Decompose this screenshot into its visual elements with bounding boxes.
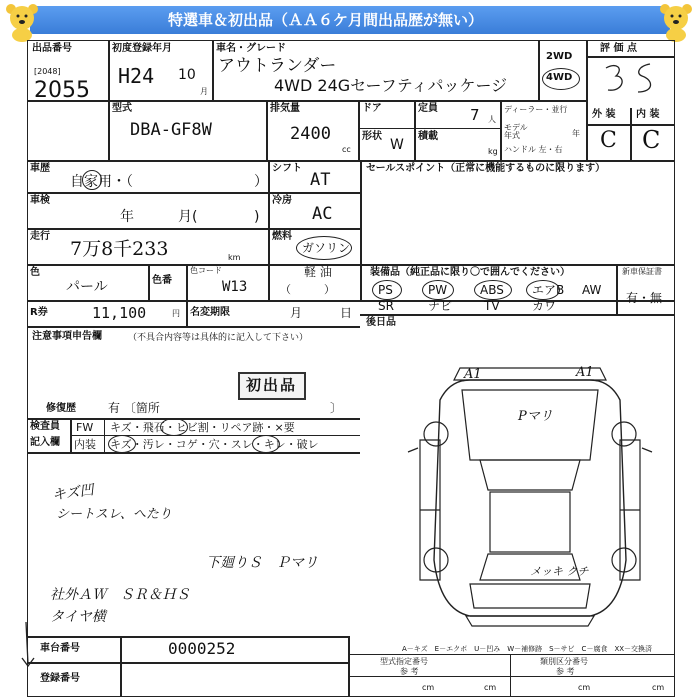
mileage-unit: km	[228, 253, 241, 262]
mileage-value: 7万8千233	[70, 238, 169, 260]
equip-pw-circle	[422, 280, 454, 300]
notes-sub: （不具合内容等は具体的に記入して下さい）	[128, 333, 309, 343]
hand-note-1: キズ凹	[51, 482, 95, 504]
year-unit: 年	[572, 129, 580, 138]
handle-label: ハンドル 左・右	[504, 145, 563, 154]
equip-navi: ナビ	[428, 299, 453, 313]
fuel-paren: （ ）	[280, 283, 335, 296]
header-title: 特選車＆初出品（ＡＡ６ケ月間出品歴が無い）	[168, 11, 484, 29]
history-value: 自家用・（	[70, 174, 133, 190]
score-label: 評 価 点	[600, 43, 637, 54]
name-change-label: 名変期限	[190, 307, 230, 318]
first-reg-label: 初度登録年月	[112, 43, 172, 54]
inspector-label-1: 検査員	[30, 421, 60, 432]
car-right-doors	[620, 440, 640, 580]
car-trunk	[470, 584, 590, 608]
shift-label: シフト	[272, 163, 302, 174]
repair-close: 〕	[330, 401, 343, 415]
cert-cm-2: cm	[484, 683, 497, 692]
int-label: 内 装	[636, 109, 660, 120]
cert-class-ref: 参 考	[556, 667, 575, 676]
equip-leather: カワ	[532, 299, 557, 313]
car-grade: 4WD 24Gセーフティパッケージ	[274, 76, 508, 95]
colorcode-label: 色コード	[190, 266, 222, 275]
repair-label: 修復歴	[46, 403, 76, 414]
equipment-label: 装備品（純正品に限り〇で囲んでください）	[370, 267, 570, 278]
car-left-doors	[420, 440, 440, 580]
fuel-circle	[296, 236, 352, 260]
car-hood	[462, 390, 598, 460]
equip-abs-circle	[474, 280, 512, 300]
r-ticket-label: R券	[30, 307, 48, 318]
header-band	[30, 6, 670, 34]
fuel-label: 燃料	[272, 231, 292, 242]
cert-cm-1: cm	[422, 683, 435, 692]
r-ticket-unit: 円	[172, 309, 180, 318]
equip-aw: AW	[582, 283, 602, 297]
shape-value: W	[390, 137, 404, 153]
color-code: W13	[222, 279, 248, 295]
equip-ps: PS	[378, 283, 393, 297]
displacement-label: 排気量	[270, 103, 300, 114]
rear-bumper	[466, 616, 594, 626]
model-value: DBA-GF8W	[130, 120, 212, 140]
notes-label: 注意事項申告欄	[32, 331, 102, 342]
name-change-day: 日	[340, 306, 353, 320]
cert-form-label: 型式指定番号	[380, 657, 428, 666]
ext-label: 外 装	[592, 109, 616, 120]
dealer-label: ディーラー・並行	[504, 105, 568, 114]
notes-stamp	[238, 372, 306, 400]
lot-sub: [2048]	[34, 67, 61, 76]
cooling-label: 冷房	[272, 195, 292, 206]
cert-class-label: 類別区分番号	[540, 657, 588, 666]
first-reg-month: 10	[178, 67, 196, 83]
capacity-label: 定員	[418, 103, 438, 114]
warranty-label: 新車保証書	[622, 267, 662, 276]
capacity-unit: 人	[488, 115, 496, 124]
frame-value: 0000252	[168, 639, 236, 658]
history-circle	[82, 170, 102, 190]
hand-note-3: 下廻りＳ Ｐマリ	[206, 555, 318, 571]
hand-note-2: シートスレ、へたり	[56, 507, 172, 522]
color-label: 色	[30, 267, 40, 278]
hand-note-5: タイヤ横	[50, 609, 106, 625]
lot-number: 2055	[34, 78, 90, 103]
repair-value: 有 〔箇所	[108, 401, 160, 415]
wheel-rr	[612, 548, 636, 572]
inspection-year: 年	[120, 209, 134, 225]
color-code-label: 色番	[152, 275, 172, 286]
diag-mekki: メッキ クチ	[530, 565, 589, 578]
rear-seat-label: 後日品	[366, 317, 396, 328]
inspector-label-2: 記入欄	[30, 437, 60, 448]
registration-label: 登録番号	[40, 673, 80, 684]
inspection-month: 月(	[178, 209, 198, 225]
model-label: 型式	[112, 103, 132, 114]
name-change-month: 月	[290, 306, 303, 320]
frame-label: 車台番号	[40, 643, 80, 654]
car-label: 車名・グレード	[216, 43, 286, 54]
warranty-value: 有・無	[626, 291, 663, 305]
equip-sr: SR	[378, 299, 394, 313]
sales-label: セールスポイント（正常に機能するものに限ります）	[366, 163, 606, 174]
color-value: パール	[66, 279, 108, 295]
inspector-fw: FW	[76, 421, 94, 434]
wheel-fl	[424, 422, 448, 446]
inspector-fw-items: キズ・飛石・ヒビ割・リペア跡・×要	[110, 421, 295, 434]
equip-airbag-circle	[526, 280, 560, 300]
equip-tv: TV	[484, 299, 500, 313]
fuel-diesel: 軽 油	[304, 265, 332, 279]
doors-label: ドア	[362, 103, 382, 114]
score-handwritten	[598, 58, 670, 100]
history-label: 車歴	[30, 163, 50, 174]
wheel-fr	[612, 422, 636, 446]
r-ticket-value: 11,100	[92, 304, 147, 322]
load-unit: kg	[488, 147, 498, 156]
displacement-unit: cc	[342, 145, 351, 154]
shift-value: AT	[310, 170, 331, 190]
bear-right-icon	[657, 2, 695, 42]
capacity-value: 7	[470, 106, 480, 124]
car-name: アウトランダー	[218, 56, 337, 76]
damage-legend: A－キズ E－エクボ U－凹み W－補修跡 S－サビ C－腐食 XX－交換済	[402, 645, 653, 653]
cert-cm-3: cm	[578, 683, 591, 692]
displacement-value: 2400	[290, 124, 331, 144]
car-roof	[490, 492, 570, 552]
fuel-gasoline: ガソリン	[302, 241, 351, 255]
cert-cm-4: cm	[652, 683, 665, 692]
model-year-label: モデル年式	[504, 123, 528, 140]
ext-grade: C	[600, 128, 617, 153]
lot-label: 出品番号	[32, 43, 72, 54]
hand-note-4: 社外ＡＷ ＳＲ＆ＨＳ	[50, 587, 190, 603]
car-diagram	[400, 360, 660, 630]
first-reg-month-unit: 月	[200, 87, 208, 96]
car-windshield	[480, 460, 580, 490]
cooling-value: AC	[312, 204, 333, 224]
inspection-label: 車検	[30, 195, 50, 206]
equip-pw: PW	[428, 283, 448, 297]
notes-stamp-text: 初出品	[246, 376, 298, 394]
load-label: 積載	[418, 131, 438, 142]
drive-2wd: 2WD	[546, 51, 573, 62]
history-close: ）	[254, 174, 268, 190]
inspector-int: 内装	[74, 438, 96, 451]
first-reg-era: H24	[118, 64, 155, 88]
shape-label: 形状	[362, 131, 382, 142]
equip-abs: ABS	[480, 283, 504, 297]
equip-airbag: エアB	[532, 283, 565, 297]
inspector-fw-circle	[160, 418, 188, 436]
diag-a1-left: A1	[464, 367, 482, 382]
wheel-rl	[424, 548, 448, 572]
inspector-int-circle2	[252, 435, 280, 453]
mileage-label: 走行	[30, 231, 50, 242]
inspector-int-items: キズ・汚レ・コゲ・穴・スレ・キレ・破レ	[110, 438, 319, 451]
drive-4wd: 4WD	[546, 72, 573, 83]
bear-left-icon	[3, 2, 41, 42]
cert-form-ref: 参 考	[400, 667, 419, 676]
inspector-int-circle1	[108, 435, 136, 453]
equip-ps-circle	[372, 280, 402, 300]
inspection-close: )	[254, 209, 260, 225]
int-grade: C	[642, 126, 661, 154]
diag-a1-right: A1	[576, 365, 594, 380]
diag-pmark: Pマリ	[518, 409, 553, 424]
